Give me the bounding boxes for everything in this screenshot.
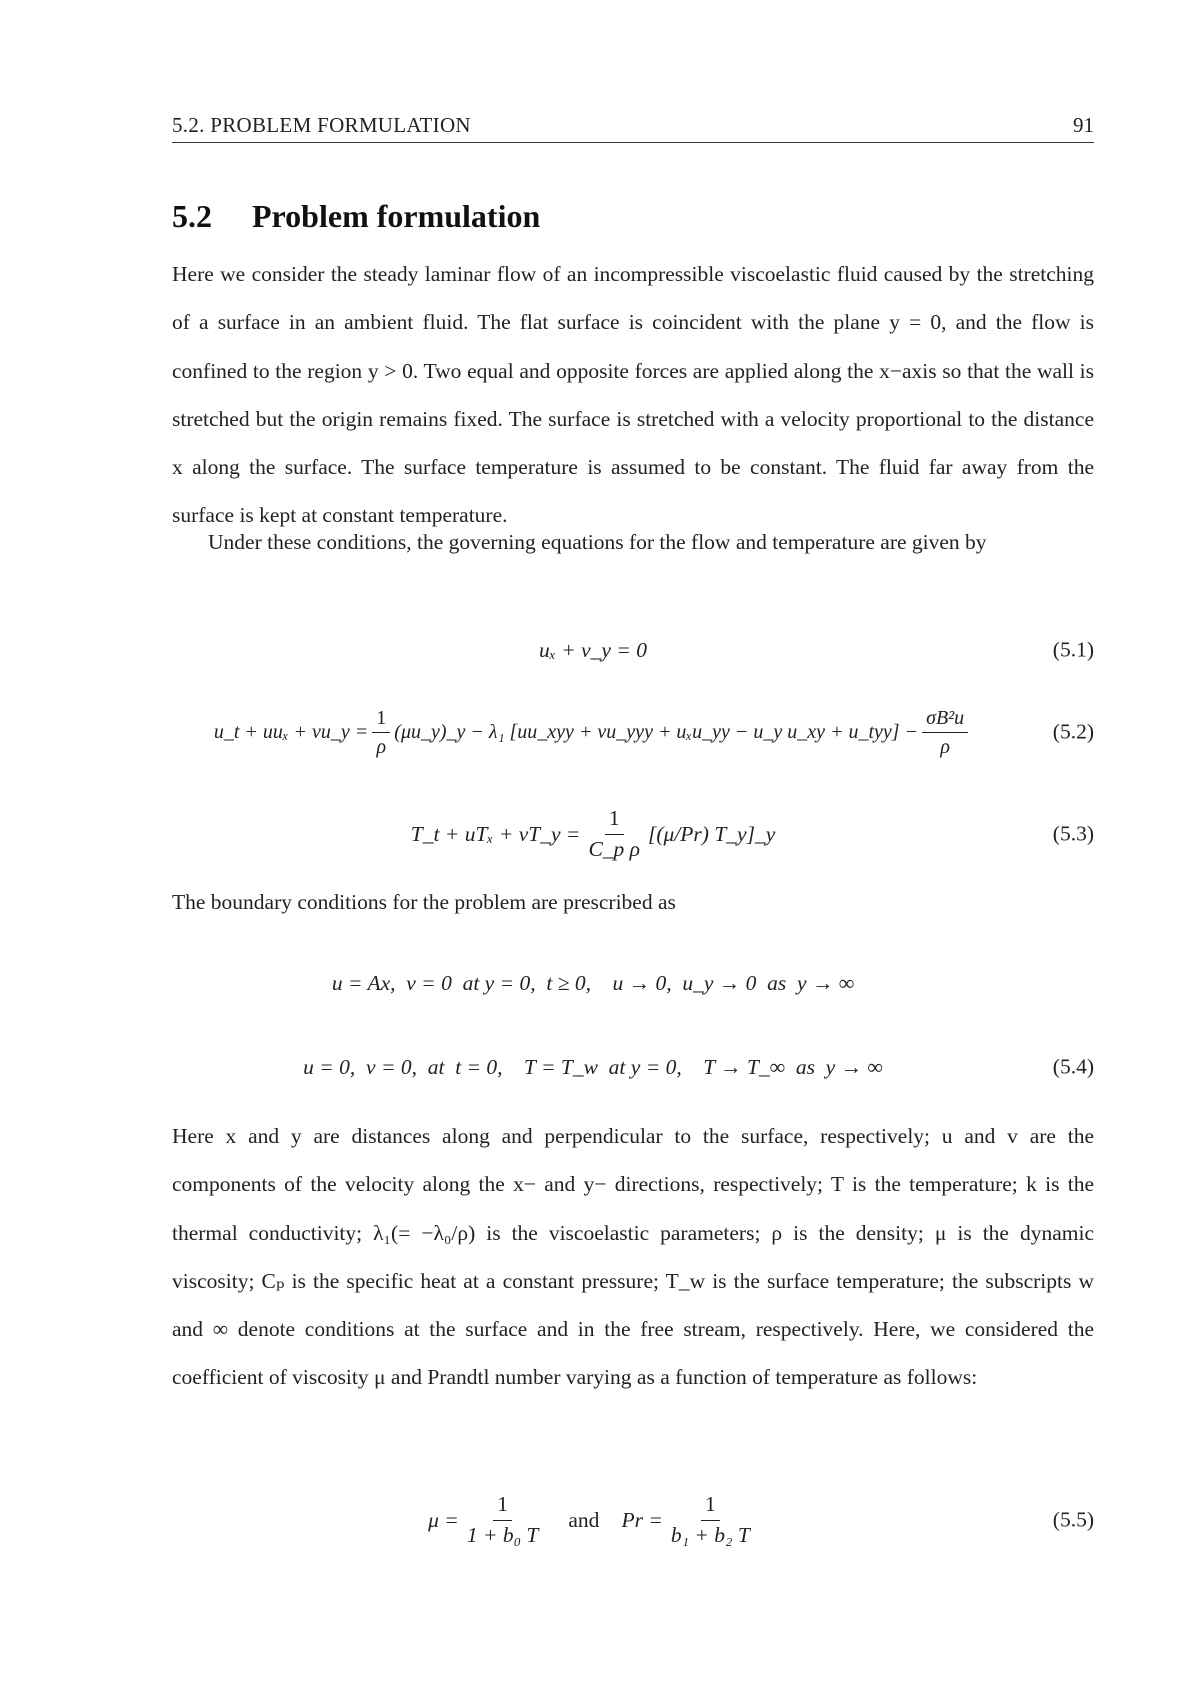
paragraph-boundary: The boundary conditions for the problem are prescribed as	[172, 890, 676, 914]
equation-5-5	[172, 1484, 1094, 1556]
paragraph-intro: Here we consider the steady laminar flow of an incompressible viscoelastic fluid caused by the stretching of a surface in an ambient fluid. The flat surface is coincident with the plane y = 0, and the flow is confined to the region y > 0. Two equal and opposite forces are applied along the x−axis so that the wall is stretched but the origin remains fixed. The surface is stretched with a velocity proportional to the distance x along the surface. The surface temperature is assumed to be constant. The fluid far away from the surface is kept at constant temperature.	[172, 262, 1094, 528]
equation-5-2-lhs: u_t + uuₓ + vu_y =	[213, 720, 369, 743]
equation-5-3-number: (5.3)	[1052, 821, 1094, 846]
equation-5-5-and: and	[568, 1507, 600, 1532]
equation-5-5-pr-lhs: Pr =	[621, 1507, 663, 1532]
equation-5-3-lhs: T_t + uTₓ + vT_y =	[410, 821, 581, 846]
equation-5-5-mu-lhs: μ =	[428, 1507, 459, 1532]
section-heading	[172, 198, 540, 235]
equation-5-1-number: (5.1)	[1052, 637, 1094, 662]
boundary-condition-1	[172, 958, 1094, 1008]
equation-5-5-pr-denominator: b₁ + b₂ T	[670, 1522, 750, 1547]
section-title: Problem formulation	[252, 198, 541, 234]
equation-5-5-pr-numerator: 1	[701, 1492, 720, 1521]
equation-5-3-fraction	[584, 806, 644, 863]
equation-5-2-fraction-1	[372, 706, 390, 759]
equation-5-4-number: (5.4)	[1052, 1054, 1094, 1079]
equation-5-1-body: uₓ + v_y = 0	[539, 637, 647, 662]
equation-5-5-mu-denominator: 1 + b₀ T	[466, 1522, 539, 1547]
equation-5-2-number: (5.2)	[1052, 719, 1094, 744]
equation-5-2-frac1-denominator: ρ	[376, 735, 387, 758]
paragraph-governing: Under these conditions, the governing equations for the flow and temperature are given by	[208, 530, 987, 554]
equation-5-5-pr-fraction	[667, 1492, 754, 1549]
equation-5-1	[172, 620, 1094, 680]
equation-5-3-denominator: C_p ρ	[588, 836, 640, 861]
equation-5-4	[172, 1042, 1094, 1092]
equation-5-5-mu-numerator: 1	[493, 1492, 512, 1521]
equation-5-3	[172, 798, 1094, 870]
running-header	[172, 112, 1094, 143]
equation-5-2-frac1-numerator: 1	[372, 706, 390, 733]
equation-5-4-body: u = 0, v = 0, at t = 0, T = T_w at y = 0, T → T_∞ as y → ∞	[303, 1054, 883, 1079]
paragraph-nomenclature: Here x and y are distances along and perpendicular to the surface, respectively; u and v are the components of the velocity along the x− and y− directions, respectively; T is the temperature; k is the thermal conductivity; λ₁(= −λ₀/ρ) is the viscoelastic parameters; ρ is the density; μ is the dynamic viscosity; Cₚ is the specific heat at a constant pressure; T_w is the surface temperature; the subscripts w and ∞ denote conditions at the surface and in the free stream, respectively. Here, we considered the coefficient of viscosity μ and Prandtl number varying as a function of temperature as follows:	[172, 1124, 1094, 1390]
equation-5-2-frac2-numerator: σB²u	[922, 706, 968, 733]
section-number: 5.2	[172, 198, 212, 234]
equation-5-5-number: (5.5)	[1052, 1507, 1094, 1532]
equation-5-3-rhs: [(μ/Pr) T_y]_y	[648, 821, 776, 846]
boundary-condition-1-body: u = Ax, v = 0 at y = 0, t ≥ 0, u → 0, u_y → 0 as y → ∞	[331, 970, 855, 995]
equation-5-5-mu-fraction	[463, 1492, 543, 1549]
equation-5-2-frac2-denominator: ρ	[940, 735, 950, 758]
page-number: 91	[1073, 113, 1094, 137]
equation-5-2-middle: (μu_y)_y − λ₁ [uu_xyy + vu_yyy + uₓu_yy − u_y u_xy + u_tyy] −	[394, 720, 919, 743]
equation-5-2-fraction-2	[922, 706, 968, 759]
running-header-title: 5.2. PROBLEM FORMULATION	[172, 113, 471, 137]
equation-5-3-numerator: 1	[605, 806, 624, 835]
equation-5-2	[172, 695, 1094, 769]
